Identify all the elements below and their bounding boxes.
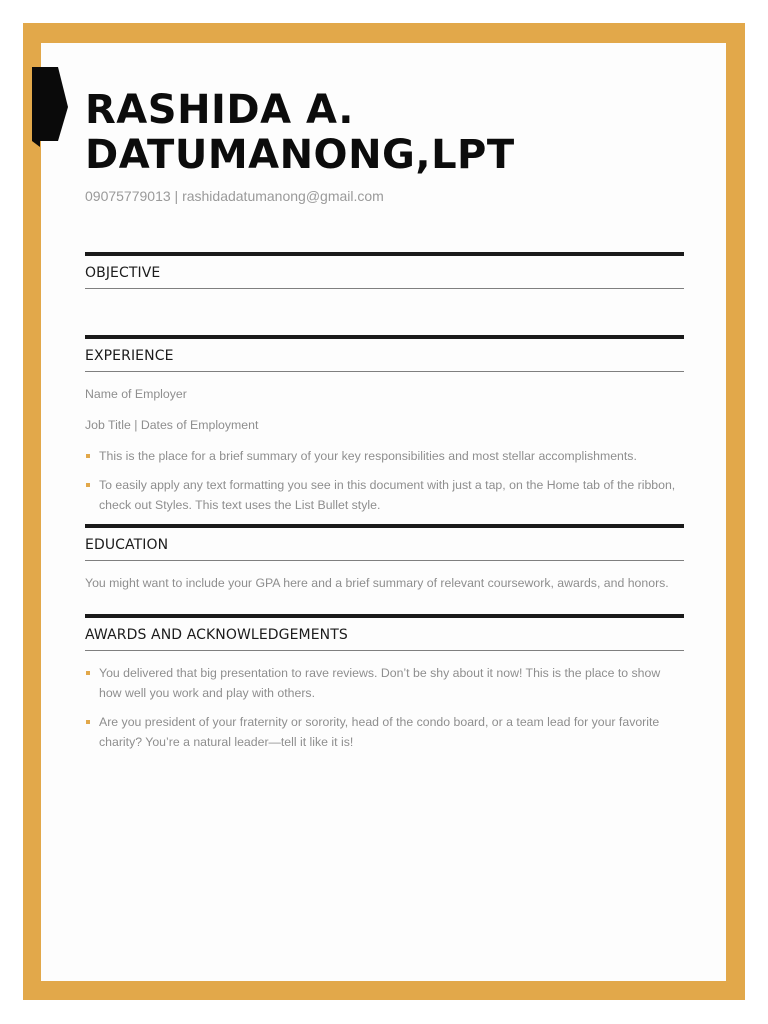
education-heading: EDUCATION [85, 524, 684, 561]
employer-name: Name of Employer [85, 387, 187, 401]
experience-section [85, 335, 684, 515]
education-section [85, 524, 684, 608]
awards-heading: AWARDS AND ACKNOWLEDGEMENTS [85, 614, 684, 651]
list-item [85, 712, 684, 752]
bullet-text: To easily apply any text formatting you see in this document with just a tap, on the Home tab of the ribbon, check out Styles. This text uses the List Bullet style. [99, 478, 676, 512]
header-ribbon-marker [32, 67, 68, 147]
contact-info: 09075779013 | rashidadatumanong@gmail.com [85, 188, 384, 204]
education-body [85, 561, 684, 608]
bullet-square-icon [86, 671, 90, 675]
bullet-square-icon [86, 720, 90, 724]
experience-heading: EXPERIENCE [85, 335, 684, 372]
objective-body [85, 289, 684, 335]
experience-bullets [85, 446, 684, 515]
resume-content [85, 88, 684, 761]
name-line-1: RASHIDA A. [85, 87, 354, 133]
bullet-square-icon [86, 483, 90, 487]
bullet-text: This is the place for a brief summary of your key responsibilities and most stellar accomplishments. [99, 449, 637, 463]
experience-body [85, 372, 684, 515]
education-text: You might want to include your GPA here and a brief summary of relevant coursework, awards, and honors. [85, 576, 669, 590]
awards-body [85, 651, 684, 752]
awards-bullets [85, 663, 684, 752]
job-title-dates: Job Title | Dates of Employment [85, 418, 259, 432]
objective-section [85, 252, 684, 335]
name-line-2: DATUMANONG,LPT [85, 132, 515, 178]
list-item [85, 446, 684, 466]
list-item [85, 663, 684, 703]
candidate-name [85, 88, 555, 178]
objective-heading: OBJECTIVE [85, 252, 684, 289]
bullet-text: Are you president of your fraternity or sorority, head of the condo board, or a team lead for your favorite charity? You’re a natural leader—tell it like it is! [99, 715, 660, 749]
awards-section [85, 614, 684, 752]
bullet-square-icon [86, 454, 90, 458]
list-item [85, 475, 684, 515]
bullet-text: You delivered that big presentation to rave reviews. Don’t be shy about it now! This is the place to show how well you work and play with others. [99, 666, 661, 700]
